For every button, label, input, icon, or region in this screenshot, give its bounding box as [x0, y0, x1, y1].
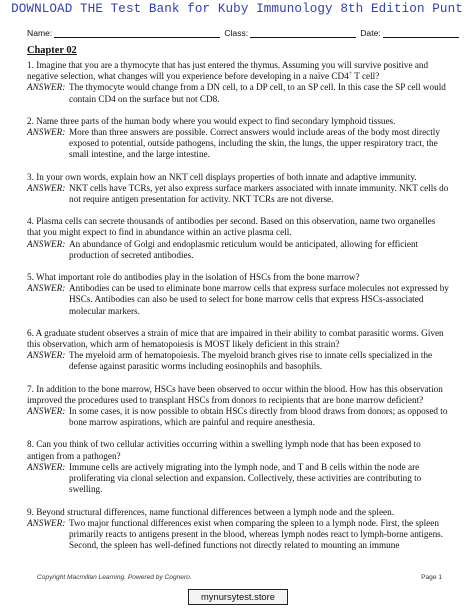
question-item — [27, 60, 449, 105]
answer-block — [27, 518, 449, 552]
question-item — [27, 272, 449, 317]
page-footer — [37, 574, 442, 581]
name-field — [27, 28, 220, 38]
answer-label: ANSWER: — [27, 517, 66, 528]
download-banner: DOWNLOAD THE Test Bank for Kuby Immunology 8th Edition Punt — [11, 2, 463, 16]
date-line — [383, 29, 459, 38]
name-line — [54, 29, 220, 38]
answer-block — [27, 183, 449, 205]
question-item — [27, 439, 449, 495]
answer-text: NKT cells have TCRs, yet also express surface markers associated with innate immunity. NKT cells do not require antigen presentation for activity. NKT TCRs are not diverse. — [69, 182, 449, 205]
answer-text: Antibodies can be used to eliminate bone marrow cells that express surface molecules not expressed by HSCs. Antibodies can also be used to select for bone marrow cells that express HSCs-associated molecular markers. — [69, 283, 449, 316]
date-label: Date: — [360, 28, 381, 38]
answer-text: In some cases, it is now possible to obtain HSCs directly from blood draws from donors; as opposed to bone marrow aspirations, which are painful and require anesthesia. — [69, 406, 448, 428]
question-item — [27, 384, 449, 429]
site-badge: mynursytest.store — [188, 589, 288, 605]
class-label: Class: — [224, 28, 249, 38]
question-text: 7. In addition to the bone marrow, HSCs have been observed to occur within the blood. How has this observation improved the procedures used to transplant HSCs from donors to recipients that are bone marrow deficient? — [27, 383, 443, 405]
question-text: 3. In your own words, explain how an NKT cell displays properties of both innate and adaptive immunity. — [27, 171, 417, 182]
answer-text: The thymocyte would change from a DN cell, to a DP cell, to an SP cell. In this case the SP cell would contain CD4 on the surface but not CD8. — [69, 82, 446, 104]
answer-label: ANSWER: — [27, 283, 66, 294]
question-item — [27, 116, 449, 161]
question-text: 5. What important role do antibodies play in the isolation of HSCs from the bone marrow? — [27, 272, 360, 283]
answer-label: ANSWER: — [27, 238, 66, 249]
answer-text: Two major functional differences exist when comparing the spleen to a lymph node. First, the spleen primarily reacts to antigens present in the blood, whereas lymph nodes react to lymph-borne antigens. Second, the spleen has well-defined functions not directly related to mounting an immune — [69, 517, 444, 551]
question-item — [27, 172, 449, 206]
question-list — [27, 60, 449, 562]
class-line — [250, 29, 356, 38]
name-label: Name: — [27, 28, 53, 38]
answer-label: ANSWER: — [27, 82, 66, 93]
page-number: Page 1 — [421, 574, 442, 581]
answer-block — [27, 350, 449, 372]
answer-text: More than three answers are possible. Correct answers would include areas of the body most directly exposed to potential, outside pathogens, including the skin, the lungs, the upper respiratory tract, the small intestine, and the large intestine. — [69, 127, 440, 160]
chapter-heading: Chapter 02 — [27, 45, 77, 56]
question-text: 9. Beyond structural differences, name functional differences between a lymph node and the spleen. — [27, 506, 395, 517]
question-text: 2. Name three parts of the human body where you would expect to find secondary lymphoid tissues. — [27, 115, 396, 126]
answer-block — [27, 82, 449, 104]
answer-block — [27, 239, 449, 261]
question-text: 6. A graduate student observes a strain of mice that are impaired in their ability to combat parasitic worms. Given this observation, which arm of hematopoiesis is MOST likely deficient in this strain? — [27, 327, 444, 350]
answer-text: The myeloid arm of hematopoiesis. The myeloid branch gives rise to innate cells specialized in the defense against parasitic worms including eosinophils and basophils. — [69, 350, 433, 372]
question-item — [27, 328, 449, 373]
date-field — [360, 28, 459, 38]
answer-text: An abundance of Golgi and endoplasmic reticulum would be anticipated, allowing for efficient production of secreted antibodies. — [69, 238, 419, 260]
answer-block — [27, 283, 449, 317]
answer-label: ANSWER: — [27, 461, 66, 472]
student-info-header — [27, 28, 447, 38]
answer-label: ANSWER: — [27, 406, 66, 417]
answer-label: ANSWER: — [27, 127, 66, 138]
question-item — [27, 216, 449, 261]
question-text: 4. Plasma cells can secrete thousands of antibodies per second. Based on this observation, name two organelles that you might expect to find in abundance within an active plasma cell. — [27, 216, 436, 238]
answer-label: ANSWER: — [27, 350, 66, 361]
answer-block — [27, 127, 449, 161]
copyright-text: Copyright Macmillan Learning. Powered by Cognero. — [37, 574, 192, 581]
question-item — [27, 507, 449, 552]
question-text: 8. Can you think of two cellular activities occurring within a swelling lymph node that has been exposed to antigen from a pathogen? — [27, 439, 421, 461]
answer-block — [27, 406, 449, 428]
question-text: 1. Imagine that you are a thymocyte that has just entered the thymus. Assuming you will survive positive and negative selection, what changes will you experience before developing in a naïve CD4+ T cell? — [27, 60, 429, 82]
class-field — [224, 28, 356, 38]
answer-label: ANSWER: — [27, 182, 66, 193]
answer-text: Immune cells are actively migrating into the lymph node, and T and B cells within the node are proliferating via clonal selection and expansion. Collectively, these activities are contributing to swelling. — [69, 461, 422, 495]
answer-block — [27, 462, 449, 496]
